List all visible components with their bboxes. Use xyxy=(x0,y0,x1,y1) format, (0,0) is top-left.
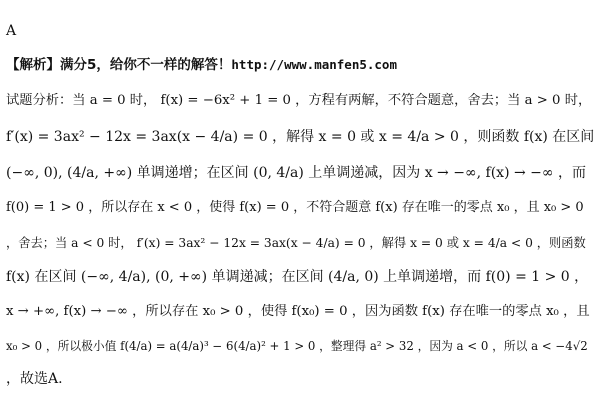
solution-line-8: x₀ > 0 ，所以极小值 f(4/a) = a(4/a)³ − 6(4/a)² + 1 > 0 ，整理得 a² > 32 ，因为 a < 0 ，所以 a < −4√2 xyxy=(6,339,588,353)
solution-line-1: 试题分析：当 a = 0 时， f(x) = −6x² + 1 = 0 ，方程有两解，不符合题意，舍去；当 a > 0 时， xyxy=(6,93,592,108)
site-url: http://www.manfen5.com xyxy=(231,57,397,72)
analysis-label: 【解析】 xyxy=(6,57,60,73)
analysis-header xyxy=(6,56,594,74)
solution-line-2: f′(x) = 3ax² − 12x = 3ax(x − 4/a) = 0 ，解得 x = 0 或 x = 4/a > 0 ，则函数 f(x) 在区间 xyxy=(6,129,595,145)
answer-letter: A xyxy=(6,23,17,39)
solution-line-5: ，舍去；当 a < 0 时， f′(x) = 3ax² − 12x = 3ax(x − 4/a) = 0 ，解得 x = 0 或 x = 4/a < 0 ，则函数 xyxy=(6,236,586,250)
solution-line-9: ，故选A. xyxy=(6,371,63,387)
solution-line-6: f(x) 在区间 (−∞, 4/a), (0, +∞) 单调递减；在区间 (4/a, 0) 上单调递增，而 f(0) = 1 > 0 ， xyxy=(6,269,589,285)
solution-line-7: x → +∞, f(x) → −∞ ，所以存在 x₀ > 0 ，使得 f(x₀) = 0 ，因为函数 f(x) 存在唯一的零点 x₀ ，且 xyxy=(6,304,590,319)
solution-line-4: f(0) = 1 > 0 ，所以存在 x < 0 ，使得 f(x) = 0 ，不符合题意 f(x) 存在唯一的零点 x₀ ，且 x₀ > 0 xyxy=(6,200,584,215)
solution-line-3: (−∞, 0), (4/a, +∞) 单调递增；在区间 (0, 4/a) 上单调递减，因为 x → −∞, f(x) → −∞ ，而 xyxy=(6,165,587,181)
site-tagline: 满分5，给你不一样的解答！ xyxy=(60,57,232,73)
